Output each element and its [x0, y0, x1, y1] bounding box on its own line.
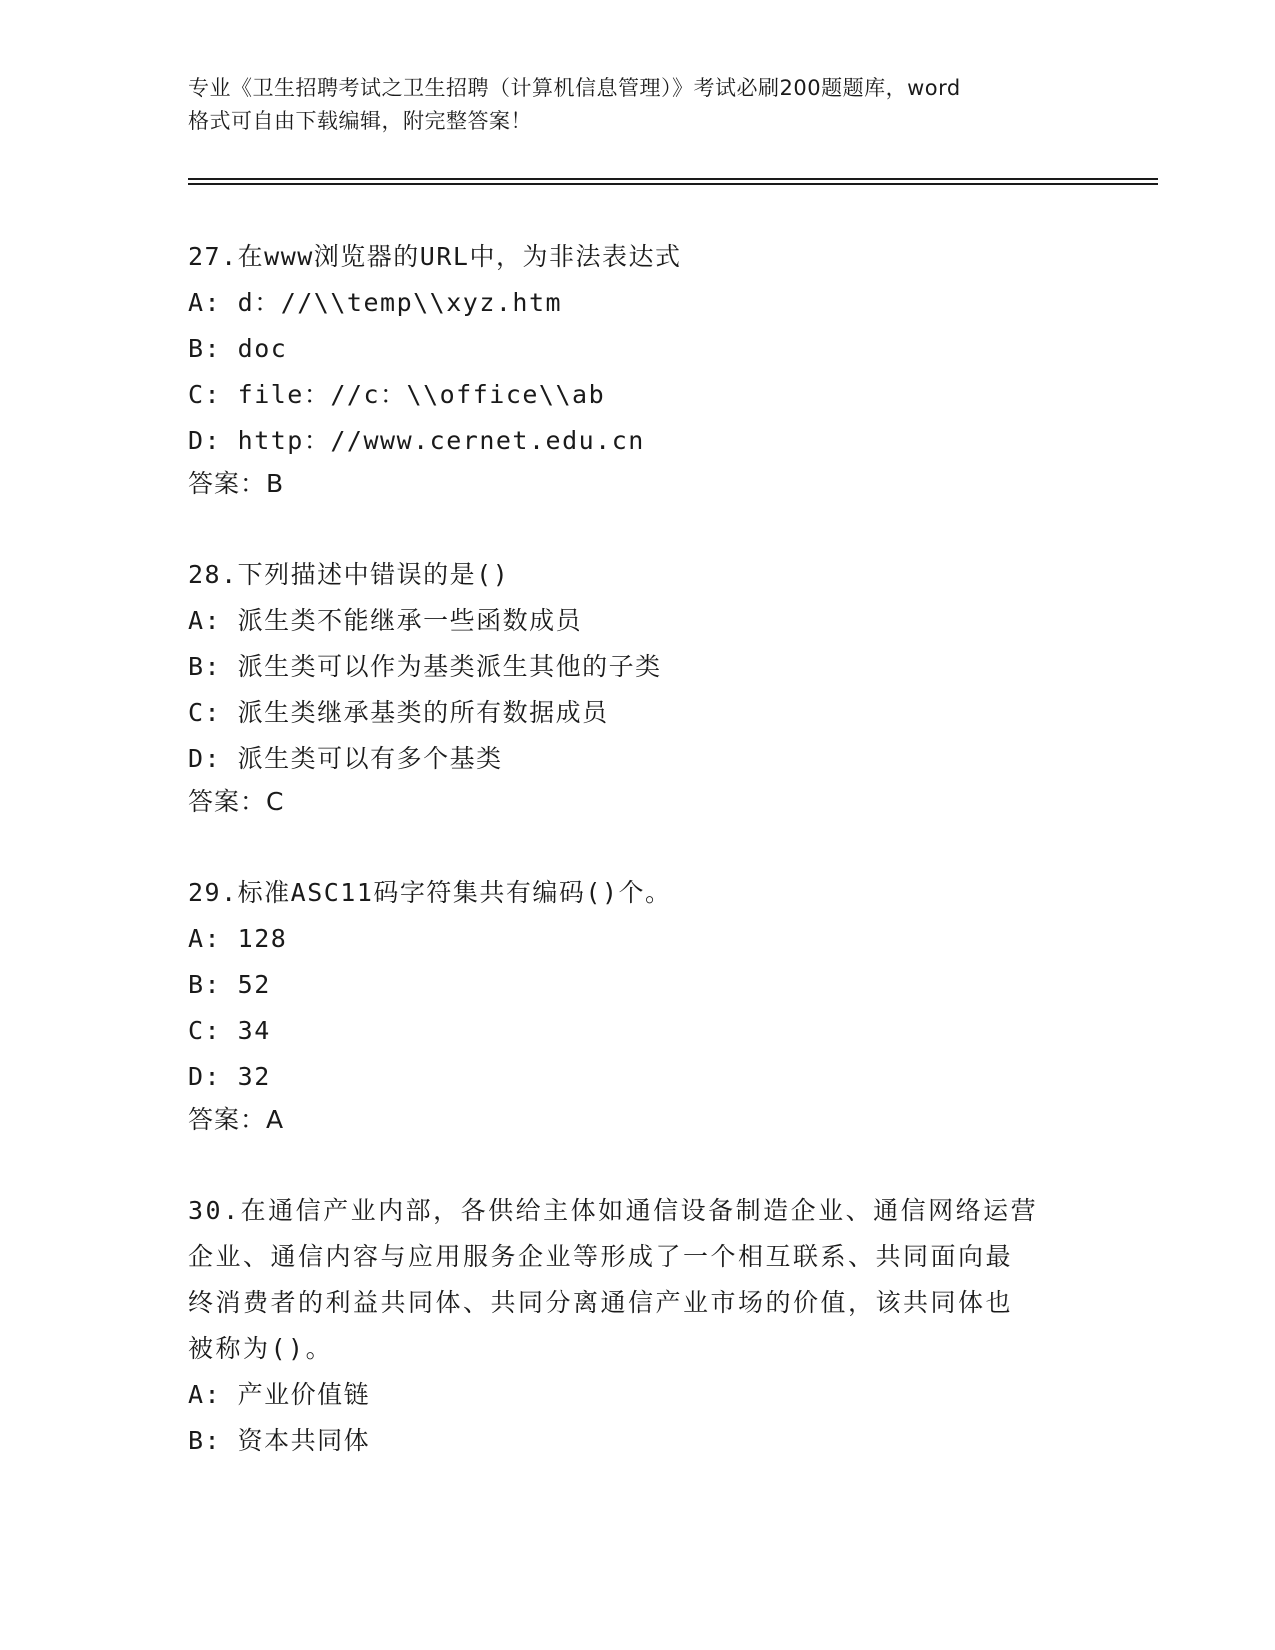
option-d: D: http：//www.cernet.edu.cn [188, 426, 645, 455]
question-29 [188, 870, 1088, 1140]
option-d: D: 32 [188, 1062, 271, 1091]
question-30 [188, 1188, 1088, 1464]
option-c: C: 派生类继承基类的所有数据成员 [188, 698, 609, 727]
header-divider-top [188, 178, 1158, 180]
question-stem: 27.在www浏览器的URL中，为非法表达式 [188, 242, 682, 271]
option-c: C: 34 [188, 1016, 271, 1045]
question-stem-line-2: 企业、通信内容与应用服务企业等形成了一个相互联系、共同面向最 [188, 1242, 1014, 1271]
header-line-2: 格式可自由下载编辑，附完整答案！ [188, 109, 532, 133]
question-list [188, 234, 1088, 1512]
option-b: B: 资本共同体 [188, 1426, 371, 1455]
option-b: B: doc [188, 334, 288, 363]
header-line-1: 专业《卫生招聘考试之卫生招聘（计算机信息管理）》考试必刷200题题库，word [188, 76, 961, 100]
answer-key: 答案：A [188, 1105, 285, 1134]
option-b: B: 52 [188, 970, 271, 999]
option-b: B: 派生类可以作为基类派生其他的子类 [188, 652, 662, 681]
option-c: C: file：//c：\\office\\ab [188, 380, 606, 409]
answer-key: 答案：C [188, 787, 285, 816]
header-divider-bottom [188, 183, 1158, 185]
option-a: A: 128 [188, 924, 288, 953]
question-stem: 28.下列描述中错误的是() [188, 560, 510, 589]
option-a: A: 产业价值链 [188, 1380, 371, 1409]
option-a: A: 派生类不能继承一些函数成员 [188, 606, 583, 635]
option-d: D: 派生类可以有多个基类 [188, 744, 503, 773]
question-stem: 29.标准ASC11码字符集共有编码()个。 [188, 878, 672, 907]
question-28 [188, 552, 1088, 822]
question-stem-line-4: 被称为()。 [188, 1334, 334, 1363]
question-stem-line-1: 30.在通信产业内部，各供给主体如通信设备制造企业、通信网络运营 [188, 1196, 1039, 1225]
question-27 [188, 234, 1088, 504]
answer-key: 答案：B [188, 469, 285, 498]
question-stem-line-3: 终消费者的利益共同体、共同分离通信产业市场的价值，该共同体也 [188, 1288, 1014, 1317]
option-a: A: d：//\\temp\\xyz.htm [188, 288, 563, 317]
document-header [188, 72, 1088, 138]
